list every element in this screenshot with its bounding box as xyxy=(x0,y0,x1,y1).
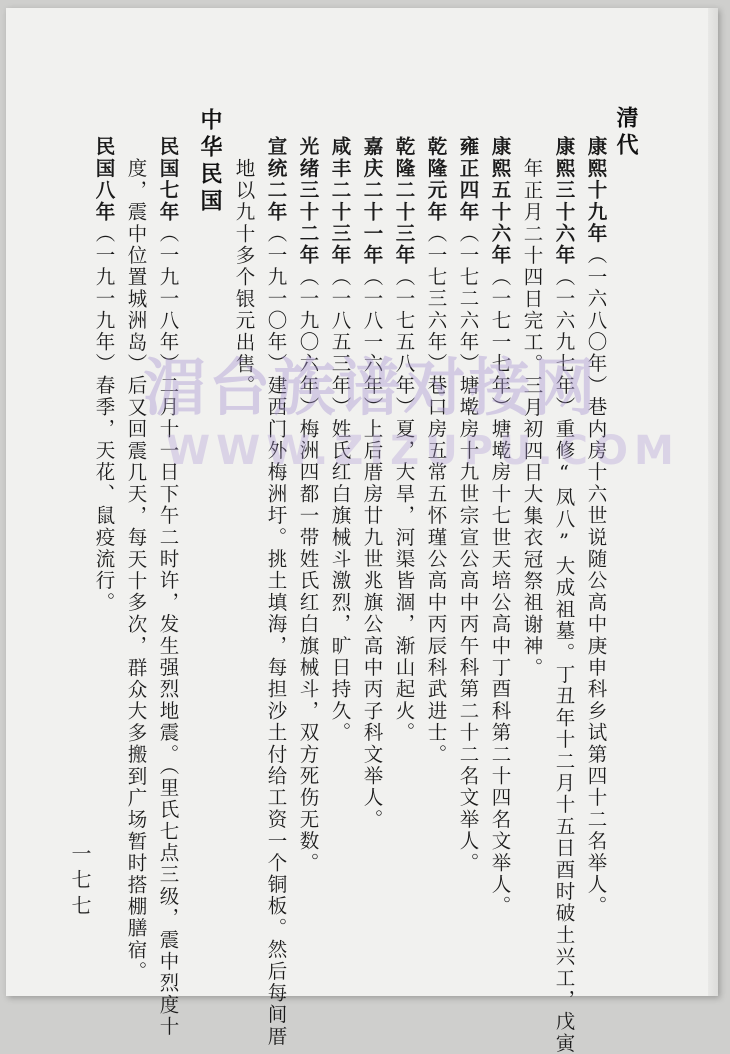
entry-year: 光绪三十二年 xyxy=(296,136,320,267)
entry-continuation: 年正月二十四日完工。三月初四日大集衣冠祭祖谢神。 xyxy=(520,158,544,679)
entry-line xyxy=(586,136,606,917)
entry-year: 乾隆元年 xyxy=(424,136,448,223)
entry-continuation: 度，震中位置城洲岛）后又回震几天，每天十多次，群众大多搬到广场暂时搭棚膳宿。 xyxy=(124,158,148,983)
entry-year: 乾隆二十三年 xyxy=(392,136,416,267)
section-heading-minguo: 中华民国 xyxy=(197,108,222,216)
book-page xyxy=(6,8,718,1054)
entry-text: （一七一七年）塘墘房十七世天培公高中丁酉科第二十四名文举人。 xyxy=(488,266,512,918)
entry-line xyxy=(554,136,574,1054)
entry-text: （一九一〇年）建西门外梅洲圩。挑土填海，每担沙土付给工资一个铜板。然后每间厝 xyxy=(264,222,288,1048)
entry-line xyxy=(490,136,510,917)
entry-text: （一八五三年）姓氏红白旗械斗激烈，旷日持久。 xyxy=(328,266,352,744)
watermark-title: 湄台族谱对接网 xyxy=(143,351,599,424)
entry-line xyxy=(458,136,478,874)
entry-text: （一九一九年）春季，天花、鼠疫流行。 xyxy=(92,222,116,614)
entry-year: 咸丰二十三年 xyxy=(328,136,352,267)
entry-year: 嘉庆二十一年 xyxy=(360,136,384,267)
section-heading-qing: 清代 xyxy=(613,106,638,160)
entry-text: （一八一六年）上后厝房廿九世兆旗公高中丙子科文举人。 xyxy=(360,266,384,831)
entry-line xyxy=(298,136,318,874)
entry-text: （一九〇六年）梅洲四都一带姓氏红白旗械斗，双方死伤无数。 xyxy=(296,266,320,874)
entry-year: 民国八年 xyxy=(92,136,116,223)
entry-year: 康熙三十六年 xyxy=(552,136,576,267)
entry-text: （一六八〇年）巷内房十六世说随公高中庚申科乡试第四十二名举人。 xyxy=(584,244,608,918)
page-number: 一七七 xyxy=(68,843,92,921)
entry-year: 民国七年 xyxy=(156,136,180,223)
entry-text: （一七五八年）夏，大旱，河渠皆涸，渐山起火。 xyxy=(392,266,416,744)
entry-text: （一七三六年）巷口房五常五怀瑾公高中丙辰科武进士。 xyxy=(424,222,448,766)
entry-line xyxy=(158,136,178,1038)
entry-text: （一九一八年）二月十一日下午二时许，发生强烈地震。（里氏七点三级，震中烈度十 xyxy=(156,222,180,1038)
entry-year: 宣统二年 xyxy=(264,136,288,223)
entry-year: 康熙五十六年 xyxy=(488,136,512,267)
entry-continuation: 地以九十多个银元出售。 xyxy=(232,158,256,397)
entry-line xyxy=(266,136,286,1047)
watermark-url: WWW.ZIZUPU.COM xyxy=(166,428,680,474)
entry-year: 康熙十九年 xyxy=(584,136,608,245)
entry-text: （一六九七年）重修“凤八”大成祖墓。丁丑年十二月十五日酉时破土兴工，戊寅 xyxy=(552,266,576,1054)
entry-year: 雍正四年 xyxy=(456,136,480,223)
entry-line xyxy=(362,136,382,830)
entry-text: （一七二六年）塘墘房十九世宗宣公高中丙午科第二十二名文举人。 xyxy=(456,222,480,874)
page-edge xyxy=(708,8,718,996)
